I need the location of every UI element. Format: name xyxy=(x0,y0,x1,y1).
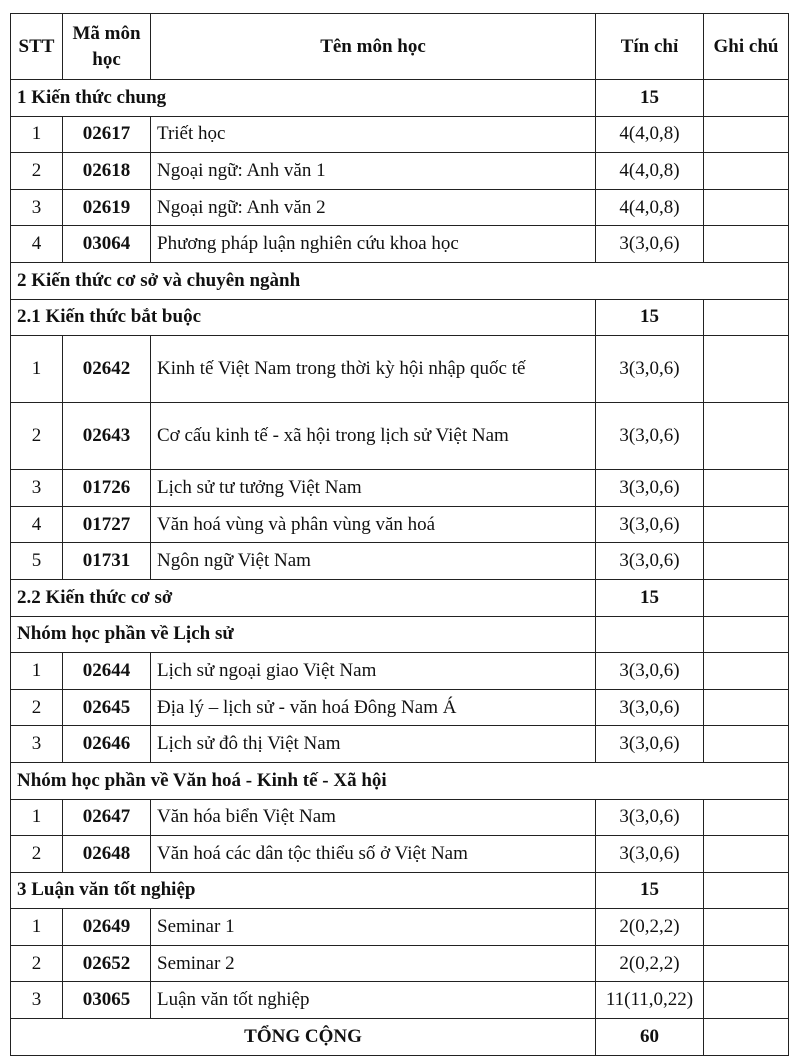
course-name: Ngôn ngữ Việt Nam xyxy=(151,543,596,580)
course-row xyxy=(11,909,789,946)
course-row xyxy=(11,799,789,836)
section-title: 1 Kiến thức chung xyxy=(11,80,596,117)
course-credits: 2(0,2,2) xyxy=(596,945,704,982)
course-credits: 3(3,0,6) xyxy=(596,689,704,726)
course-credits: 3(3,0,6) xyxy=(596,506,704,543)
section-credits xyxy=(596,616,704,653)
course-stt: 2 xyxy=(11,945,63,982)
section-row xyxy=(11,299,789,336)
course-credits: 4(4,0,8) xyxy=(596,153,704,190)
total-credits: 60 xyxy=(596,1019,704,1056)
course-note-cell xyxy=(704,226,789,263)
section-credits: 15 xyxy=(596,872,704,909)
course-row xyxy=(11,470,789,507)
course-credits: 3(3,0,6) xyxy=(596,403,704,470)
course-note-cell xyxy=(704,336,789,403)
course-code: 02619 xyxy=(63,189,151,226)
course-credits: 3(3,0,6) xyxy=(596,836,704,873)
course-name: Luận văn tốt nghiệp xyxy=(151,982,596,1019)
course-name: Ngoại ngữ: Anh văn 2 xyxy=(151,189,596,226)
course-row xyxy=(11,226,789,263)
course-code: 02617 xyxy=(63,116,151,153)
course-note-cell xyxy=(704,726,789,763)
course-credits: 4(4,0,8) xyxy=(596,116,704,153)
course-stt: 1 xyxy=(11,116,63,153)
course-stt: 2 xyxy=(11,689,63,726)
course-note-cell xyxy=(704,653,789,690)
section-title: Nhóm học phần về Lịch sử xyxy=(11,616,596,653)
course-code: 01727 xyxy=(63,506,151,543)
section-note-cell xyxy=(704,872,789,909)
section-row xyxy=(11,872,789,909)
section-credits: 15 xyxy=(596,579,704,616)
course-code: 02645 xyxy=(63,689,151,726)
section-title: 2 Kiến thức cơ sở và chuyên ngành xyxy=(11,262,789,299)
course-code: 02649 xyxy=(63,909,151,946)
course-code: 01731 xyxy=(63,543,151,580)
course-row xyxy=(11,116,789,153)
section-credits: 15 xyxy=(596,80,704,117)
course-row xyxy=(11,689,789,726)
course-credits: 3(3,0,6) xyxy=(596,226,704,263)
table-body xyxy=(11,80,789,1019)
section-title: Nhóm học phần về Văn hoá - Kinh tế - Xã hội xyxy=(11,762,789,799)
course-note-cell xyxy=(704,689,789,726)
course-note-cell xyxy=(704,506,789,543)
course-note-cell xyxy=(704,116,789,153)
course-credits: 3(3,0,6) xyxy=(596,543,704,580)
course-stt: 5 xyxy=(11,543,63,580)
course-note-cell xyxy=(704,470,789,507)
course-credits: 4(4,0,8) xyxy=(596,189,704,226)
course-note-cell xyxy=(704,189,789,226)
course-name: Lịch sử đô thị Việt Nam xyxy=(151,726,596,763)
course-row xyxy=(11,403,789,470)
course-row xyxy=(11,982,789,1019)
course-name: Ngoại ngữ: Anh văn 1 xyxy=(151,153,596,190)
course-note-cell xyxy=(704,153,789,190)
course-name: Phương pháp luận nghiên cứu khoa học xyxy=(151,226,596,263)
section-row xyxy=(11,80,789,117)
header-stt: STT xyxy=(11,14,63,80)
header-course-code: Mã môn học xyxy=(63,14,151,80)
course-credits: 2(0,2,2) xyxy=(596,909,704,946)
course-code: 02618 xyxy=(63,153,151,190)
course-code: 02643 xyxy=(63,403,151,470)
total-note-cell xyxy=(704,1019,789,1056)
course-note-cell xyxy=(704,543,789,580)
course-name: Cơ cấu kinh tế - xã hội trong lịch sử Việt Nam xyxy=(151,403,596,470)
section-note-cell xyxy=(704,579,789,616)
course-stt: 2 xyxy=(11,403,63,470)
course-row xyxy=(11,506,789,543)
section-note-cell xyxy=(704,80,789,117)
course-credits: 3(3,0,6) xyxy=(596,653,704,690)
course-credits: 3(3,0,6) xyxy=(596,799,704,836)
course-name: Văn hoá các dân tộc thiểu số ở Việt Nam xyxy=(151,836,596,873)
course-stt: 1 xyxy=(11,653,63,690)
course-stt: 3 xyxy=(11,982,63,1019)
section-row xyxy=(11,762,789,799)
course-code: 02652 xyxy=(63,945,151,982)
course-note-cell xyxy=(704,799,789,836)
total-row xyxy=(11,1019,789,1056)
course-code: 02644 xyxy=(63,653,151,690)
section-note-cell xyxy=(704,616,789,653)
course-credits: 3(3,0,6) xyxy=(596,470,704,507)
course-credits: 11(11,0,22) xyxy=(596,982,704,1019)
section-title: 2.1 Kiến thức bắt buộc xyxy=(11,299,596,336)
course-note-cell xyxy=(704,403,789,470)
course-code: 02646 xyxy=(63,726,151,763)
section-row xyxy=(11,616,789,653)
course-stt: 1 xyxy=(11,909,63,946)
course-name: Kinh tế Việt Nam trong thời kỳ hội nhập quốc tế xyxy=(151,336,596,403)
course-name: Seminar 1 xyxy=(151,909,596,946)
course-stt: 1 xyxy=(11,799,63,836)
header-credits: Tín chỉ xyxy=(596,14,704,80)
course-row xyxy=(11,189,789,226)
course-name: Văn hóa biển Việt Nam xyxy=(151,799,596,836)
course-row xyxy=(11,945,789,982)
course-code: 03065 xyxy=(63,982,151,1019)
course-row xyxy=(11,653,789,690)
course-code: 02642 xyxy=(63,336,151,403)
section-row xyxy=(11,262,789,299)
course-row xyxy=(11,153,789,190)
section-title: 2.2 Kiến thức cơ sở xyxy=(11,579,596,616)
course-code: 01726 xyxy=(63,470,151,507)
course-stt: 2 xyxy=(11,836,63,873)
header-course-name: Tên môn học xyxy=(151,14,596,80)
course-row xyxy=(11,726,789,763)
course-stt: 2 xyxy=(11,153,63,190)
course-note-cell xyxy=(704,909,789,946)
course-row xyxy=(11,543,789,580)
course-note-cell xyxy=(704,945,789,982)
course-code: 03064 xyxy=(63,226,151,263)
course-stt: 3 xyxy=(11,470,63,507)
curriculum-table xyxy=(10,13,789,1056)
course-credits: 3(3,0,6) xyxy=(596,336,704,403)
course-name: Địa lý – lịch sử - văn hoá Đông Nam Á xyxy=(151,689,596,726)
course-name: Triết học xyxy=(151,116,596,153)
section-row xyxy=(11,579,789,616)
section-note-cell xyxy=(704,299,789,336)
course-code: 02648 xyxy=(63,836,151,873)
course-note-cell xyxy=(704,982,789,1019)
total-label: TỔNG CỘNG xyxy=(11,1019,596,1056)
table-header-row xyxy=(11,14,789,80)
course-name: Văn hoá vùng và phân vùng văn hoá xyxy=(151,506,596,543)
course-stt: 4 xyxy=(11,506,63,543)
header-note: Ghi chú xyxy=(704,14,789,80)
course-stt: 3 xyxy=(11,726,63,763)
course-name: Seminar 2 xyxy=(151,945,596,982)
course-name: Lịch sử tư tưởng Việt Nam xyxy=(151,470,596,507)
course-stt: 4 xyxy=(11,226,63,263)
course-name: Lịch sử ngoại giao Việt Nam xyxy=(151,653,596,690)
course-note-cell xyxy=(704,836,789,873)
course-row xyxy=(11,336,789,403)
course-code: 02647 xyxy=(63,799,151,836)
course-row xyxy=(11,836,789,873)
course-stt: 3 xyxy=(11,189,63,226)
section-credits: 15 xyxy=(596,299,704,336)
section-title: 3 Luận văn tốt nghiệp xyxy=(11,872,596,909)
course-stt: 1 xyxy=(11,336,63,403)
course-credits: 3(3,0,6) xyxy=(596,726,704,763)
